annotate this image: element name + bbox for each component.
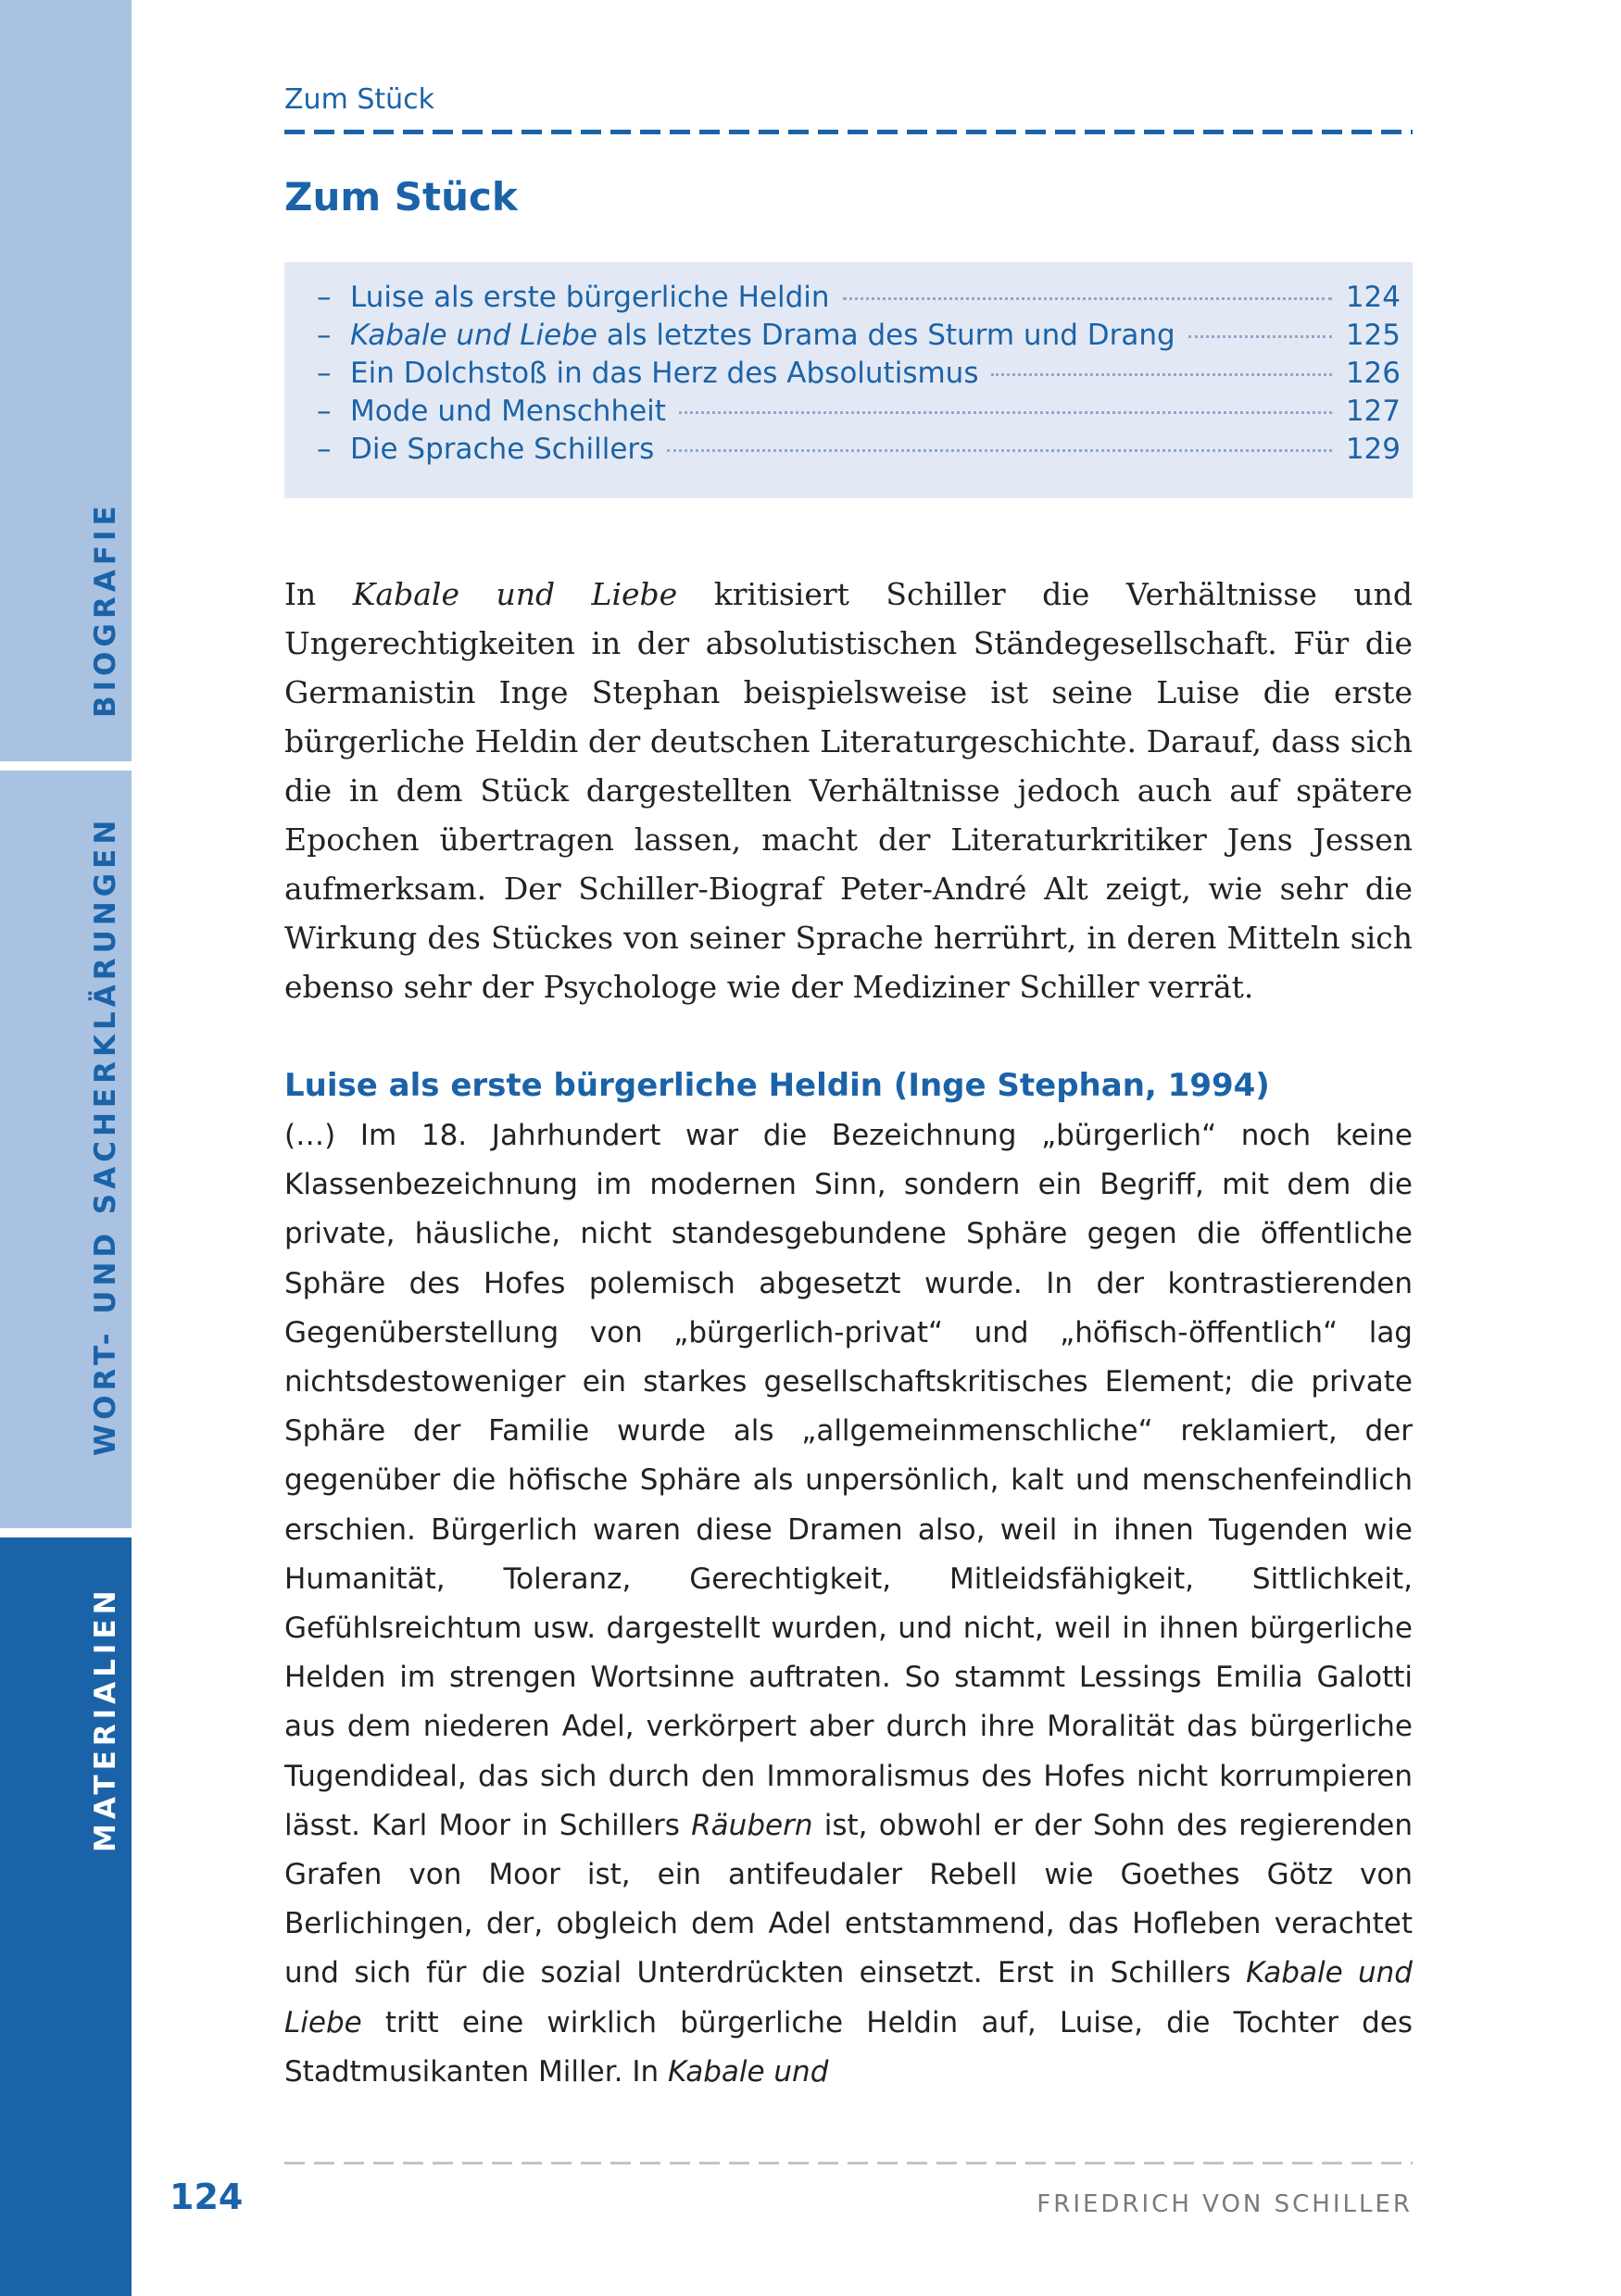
footer-divider — [284, 2162, 1413, 2164]
section-title: Zum Stück — [284, 174, 518, 220]
toc-dash: – — [317, 281, 332, 314]
sidebar-label-wort-und-sacherklaerungen: WORT- UND SACHERKLÄRUNGEN — [89, 815, 122, 1456]
toc-item-label: Luise als erste bürgerliche Heldin — [350, 281, 830, 314]
toc-leader — [843, 297, 1332, 300]
toc-item-label: Mode und Menschheit — [350, 395, 666, 428]
toc-item[interactable] — [317, 357, 1401, 395]
toc-item-label: Die Sprache Schillers — [350, 433, 655, 466]
toc-list — [317, 281, 1401, 470]
sidebar — [0, 0, 132, 2296]
work-title: Kabale und Liebe — [284, 1956, 1413, 2039]
toc-item-label: Kabale und Liebe als letztes Drama des Sturm und Drang — [350, 319, 1175, 352]
toc-item-page: 127 — [1345, 395, 1401, 428]
page-number: 124 — [170, 2177, 244, 2217]
toc-dash: – — [317, 395, 332, 428]
sidebar-label-biografie: BIOGRAFIE — [89, 501, 122, 718]
excerpt-heading: Luise als erste bürgerliche Heldin (Inge Stephan, 1994) — [284, 1067, 1270, 1104]
toc-item-page: 126 — [1345, 357, 1401, 390]
toc-item[interactable] — [317, 395, 1401, 433]
toc-dash: – — [317, 319, 332, 352]
footer-author: FRIEDRICH VON SCHILLER — [1037, 2190, 1413, 2218]
toc-item-page: 125 — [1345, 319, 1401, 352]
toc-leader — [991, 373, 1332, 376]
excerpt-paragraph: (…) Im 18. Jahrhundert war die Bezeichnung „bürgerlich“ noch keine Klassenbezeichnung im modernen Sinn, sondern ein Begriff, mit dem die private, häusliche, nicht standesgebundene Sphäre gegen die öffentliche Sphäre des Hofes polemisch abgesetzt wurde. In der kontrastierenden Gegenüberstellung von „bürgerlich-privat“ und „höfisch-öffentlich“ lag nichtsdestoweniger ein starkes gesellschaftskritisches Element; die private Sphäre der Familie wurde als „allgemeinmenschliche“ reklamiert, der gegenüber die höfische Sphäre als unpersönlich, kalt und menschenfeindlich erschien. Bürgerlich waren diese Dramen also, weil in ihnen Tugenden wie Humanität, Toleranz, Gerechtigkeit, Mitleidsfähigkeit, Sittlichkeit, Gefühlsreichtum usw. dargestellt wurden, und nicht, weil in ihnen bürgerliche Helden im strengen Wortsinne auftraten. So stammt Lessings Emilia Galotti aus dem niederen Adel, verkörpert aber durch ihre Moralität das bürgerliche Tugendideal, das sich durch den Immoralismus des Hofes nicht korrumpieren lässt. Karl Moor in Schillers Räubern ist, obwohl er der Sohn des regierenden Grafen von Moor ist, ein antifeudaler Rebell wie Goethes Götz von Berlichingen, der, obgleich dem Adel entstammend, das Hofleben verachtet und sich für die sozial Unterdrückten einsetzt. Erst in Schillers Kabale und Liebe tritt eine wirklich bürgerliche Heldin auf, Luise, die Tochter des Stadtmusikanten Miller. In Kabale und — [284, 1119, 1413, 2089]
header-divider — [284, 130, 1413, 134]
work-title: Räubern — [691, 1808, 813, 1842]
toc-item-page: 124 — [1345, 281, 1401, 314]
running-head: Zum Stück — [284, 83, 435, 116]
intro-paragraph: In Kabale und Liebe kritisiert Schiller die Verhältnisse und Ungerechtigkeiten in der absolutistischen Ständegesellschaft. Für die Germanistin Inge Stephan beispielsweise ist seine Luise die erste bürgerliche Heldin der deutschen Literaturgeschichte. Darauf, dass sich die in dem Stück dargestellten Verhältnisse jedoch auch auf spätere Epochen übertragen lassen, macht der Literaturkritiker Jens Jessen aufmerksam. Der Schiller-Biograf Peter-André Alt zeigt, wie sehr die Wirkung des Stückes von seiner Sprache herrührt, in deren Mitteln sich ebenso sehr der Psychologe wie der Mediziner Schiller verrät. — [284, 576, 1413, 1005]
toc-item-label: Ein Dolchstoß in das Herz des Absolutismus — [350, 357, 979, 390]
table-of-contents — [284, 262, 1413, 498]
toc-leader — [679, 411, 1332, 414]
toc-dash: – — [317, 433, 332, 466]
toc-leader — [667, 449, 1332, 452]
toc-leader — [1188, 335, 1332, 338]
toc-item-page: 129 — [1345, 433, 1401, 466]
toc-item[interactable] — [317, 281, 1401, 319]
toc-dash: – — [317, 357, 332, 390]
toc-item[interactable] — [317, 433, 1401, 470]
work-title: Kabale und Liebe — [352, 576, 678, 612]
toc-item[interactable] — [317, 319, 1401, 357]
work-title: Kabale und — [667, 2054, 829, 2089]
sidebar-label-materialien: MATERIALIEN — [89, 1586, 122, 1852]
